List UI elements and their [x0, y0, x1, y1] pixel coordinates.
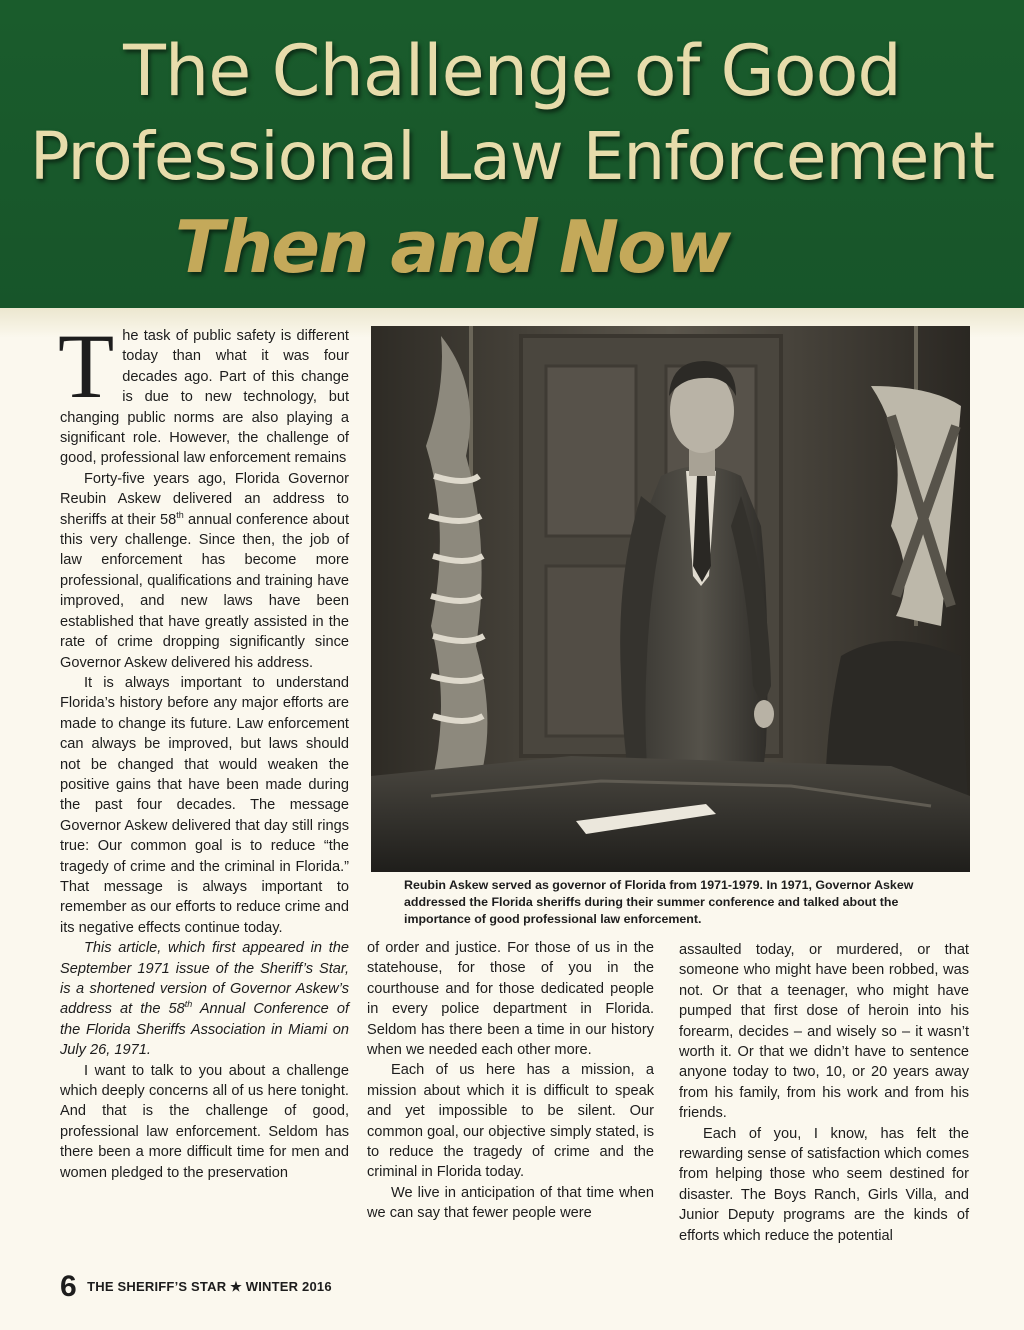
editor-note-text-a: This article, which first appeared in the September 1971 issue of the Sheriff’s Star, is a shortened version of Governor Askew’s address at the 58: [60, 940, 349, 1018]
paragraph-8: We live in anticipation of that time when we can say that fewer people were: [367, 1184, 654, 1222]
paragraph-10: Each of you, I know, has felt the rewarding sense of satisfaction which comes from helping those who seem destined for disaster. The Boys Ranch, Girls Villa, and Junior Deputy programs are the kinds of efforts which reduce the potential: [679, 1125, 969, 1244]
governor-photo: [371, 326, 970, 872]
paragraph-3: It is always important to understand Florida’s history before any major efforts are made to change its future. Law enforcement can always be improved, but laws should not be changed that would weaken the positive gains that have been made during the past four decades. The message Governor Askew delivered that day still rings true: Our common goal is to reduce “the tragedy of crime and the criminal in Florida.” That message is always important to remember as our efforts to reduce crime and its negative effects continue today.: [60, 674, 349, 936]
subtitle-then-and-now: Then and Now: [174, 205, 730, 289]
paragraph-2-text-a: Forty-five years ago, Florida Governor Reubin Askew delivered an address to sheriffs at their 58: [60, 470, 349, 528]
paragraph-9: assaulted today, or murdered, or that someone who might have been robbed, was not. Or that a teenager, who might have pumped that first dose of heroin into his forearm, decides – and wisely so – it wasn’t worth it. Or that we didn’t have to sentence anyone today to two, 10, or 20 years away from his family, from his work and from his friends.: [679, 942, 969, 1122]
drop-cap: T: [58, 315, 115, 417]
ordinal-suffix: th: [184, 999, 193, 1010]
intro-paragraph: [58, 315, 349, 469]
publication-name: THE SHERIFF’S STAR ★ WINTER 2016: [87, 1279, 332, 1294]
paragraph-6: of order and justice. For those of us in the statehouse, for those of you in the courthouse and for those dedicated people in every police department in Florida. Seldom has there been a time in our history when we needed each other more.: [367, 940, 654, 1059]
paragraph-2-text-b: annual conference about this very challenge. Since then, the job of law enforcement has become more professional, qualifications and training have improved, and new laws have been established that have greatly assisted in the rate of crime dropping significantly since Governor Askew delivered his address.: [60, 511, 349, 671]
article-column-2: [367, 938, 654, 1224]
paragraph-2: [60, 469, 349, 673]
editor-note: [60, 938, 349, 1060]
page-number: 6: [60, 1270, 77, 1303]
title-line-1: The Challenge of Good: [123, 30, 901, 112]
masthead: [0, 0, 1024, 308]
article-column-1: [58, 315, 350, 1246]
paragraph-5: I want to talk to you about a challenge which deeply concerns all of us here tonight. And that is the challenge of good, professional law enforcement. Seldom has there been a more difficult time for men and women pledged to the preservation: [60, 1062, 349, 1181]
paragraph-7: Each of us here has a mission, a mission about which it is difficult to speak and yet impossible to be silent. Our common goal, our objective simply stated, is to reduce the tragedy of crime and the criminal in Florida today.: [367, 1062, 654, 1181]
ordinal-suffix: th: [176, 509, 184, 520]
editor-note-text-b: Annual Conference of the Florida Sheriffs Association in Miami on July 26, 1971.: [60, 1001, 350, 1059]
title-line-3: [0, 205, 1024, 289]
article-column-3: [679, 940, 969, 1246]
governor-photo-illustration: [371, 326, 970, 872]
photo-caption: Reubin Askew served as governor of Florida from 1971-1979. In 1971, Governor Askew addressed the Florida sheriffs during their summer conference and talked about the importance of good professional law enforcement.: [404, 878, 914, 926]
page-footer: [60, 1270, 332, 1302]
intro-text: he task of public safety is different today than what it was four decades ago. Part of this change is due to new technology, but changing public norms are also playing a significant role. However, the challenge of good, professional law enforcement remains: [60, 328, 349, 467]
title-line-2: Professional Law Enforcement: [29, 118, 995, 195]
